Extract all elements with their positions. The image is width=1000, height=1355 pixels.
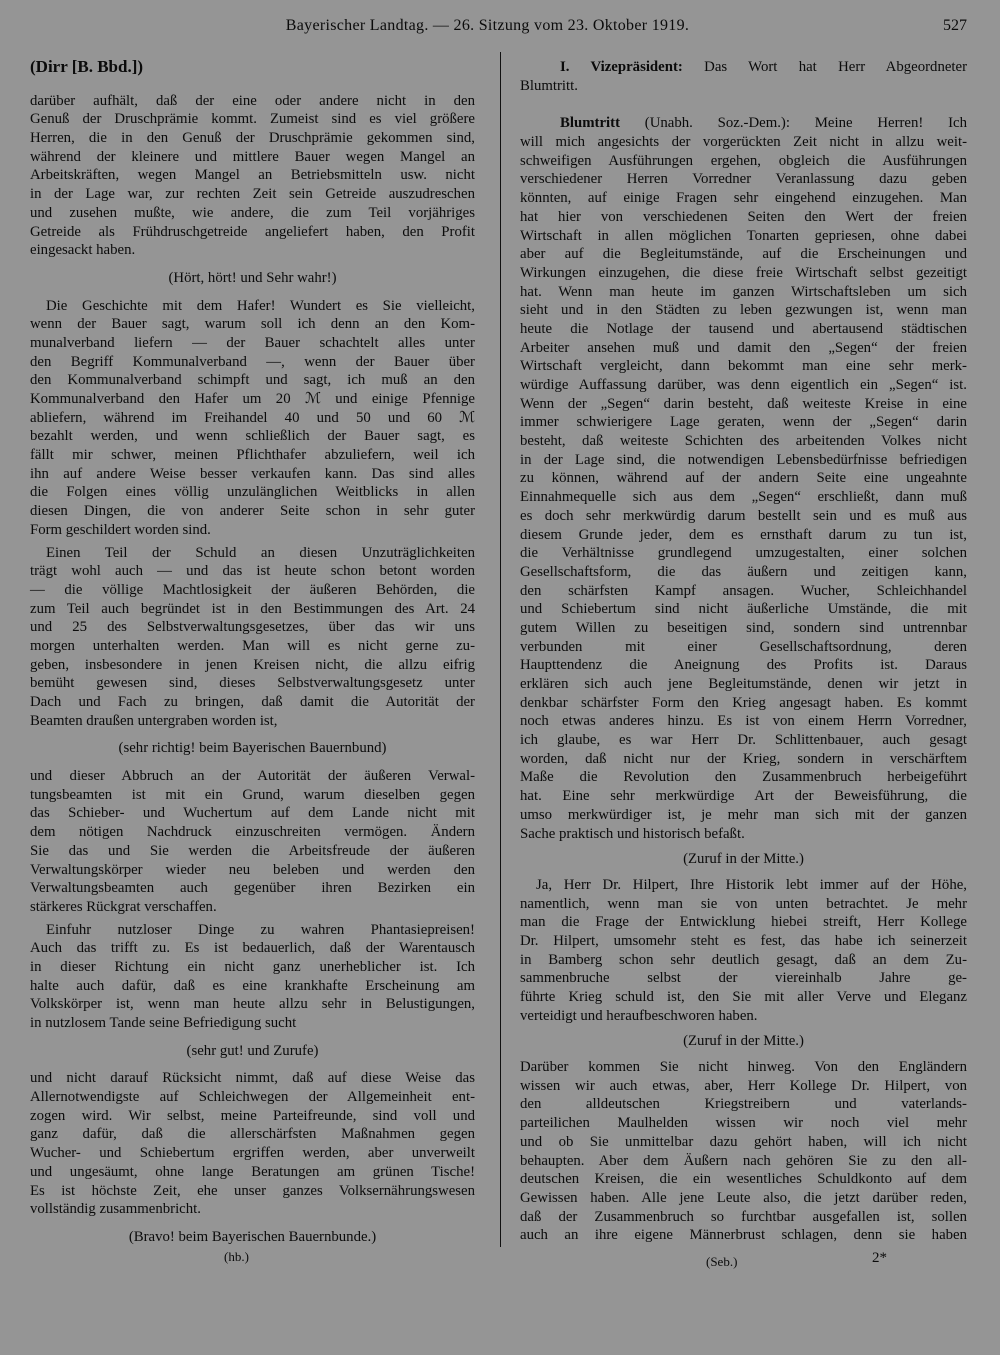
text-line: fällt mir schwer, meinen Pflichthafer abzuliefern, weil ich	[30, 447, 475, 464]
text-line: hat hier von verschiedenen Seiten den Wert der freien	[520, 208, 967, 225]
text-line: behaupten. Aber dem Äußern nach gehören Sie zu den all-	[520, 1152, 967, 1169]
text-line: darüber aufhält, daß der eine oder andere nicht in den	[30, 92, 475, 109]
text-line: und Schiebertum sind nicht äußerliche Umstände, die mit	[520, 601, 967, 618]
text-line: namentlich, wenn man sie von unten betrachtet. Je mehr	[520, 895, 967, 912]
interjection: (sehr richtig! beim Bayerischen Bauernbund)	[118, 740, 387, 757]
text-line: und dieser Abbruch an der Autorität der äußeren Verwal-	[30, 768, 475, 785]
text-line: Wirtschaft vergleicht, dann bekommt man eine sehr merk-	[520, 358, 967, 375]
text-line: sieht und in den Städten zu leben gezwungen ist, wenn man	[520, 302, 967, 319]
speaker-heading: (Dirr [B. Bbd.])	[30, 57, 144, 76]
text-line: ich glaube, es war Herr Dr. Schlittenbauer, auch gesagt	[520, 732, 967, 749]
interjection: (sehr gut! und Zurufe)	[186, 1042, 319, 1059]
text-line: Kommunalverband den Hafer um 20 ℳ und einige Pfennige	[30, 391, 475, 408]
text-line: könnten, auf einige Fragen sehr eingehend einzugehen. Man	[520, 190, 967, 207]
text-line: aber auf die Begleitumstände, auf die Erscheinungen und	[520, 246, 967, 263]
footer-mark-right: (Seb.)	[706, 1254, 738, 1269]
text-line: Darüber kommen Sie nicht hinweg. Von den Engländern	[520, 1059, 967, 1076]
text-line: Die Geschichte mit dem Hafer! Wundert es Sie vielleicht,	[46, 297, 475, 314]
text-line: in Bamberg schon sehr deutlich gesagt, daß an dem Zu-	[520, 951, 967, 968]
text-line: in nutzlosem Tande seine Befriedigung sucht	[30, 1015, 297, 1032]
text-line: verteidigt und heraufbeschworen haben.	[520, 1007, 758, 1024]
text-line: den Begriff Kommunalverband —, wenn der Bauer über	[30, 353, 475, 370]
page-number: 527	[943, 17, 967, 34]
text-line: Einfuhr nutzloser Dinge zu wahren Phantasiepreisen!	[46, 921, 475, 938]
text-line: und ob Sie unmittelbar dazu gehört haben, will ich nicht	[520, 1133, 967, 1150]
text-line: diesen Dingen, die von anderer Seite schon in sehr guter	[30, 503, 475, 520]
text-span: (Unabh. Soz.-Dem.): Meine Herren! Ich	[644, 115, 967, 132]
text-line: eingesackt haben.	[30, 242, 136, 259]
footer-mark-left: (hb.)	[224, 1249, 249, 1264]
text-line: gutem Willen zu beseitigen sind, sondern sind untrennbar	[520, 619, 967, 636]
text-line: den Kommunalverband schimpft und sagt, ich muß an den	[30, 372, 475, 389]
text-line: wenn der Bauer sagt, warum soll ich denn an den Kom-	[30, 316, 475, 333]
text-line: hat. Wenn man heute im ganzen Wirtschaftsleben um sich	[520, 283, 967, 300]
text-line: Haupttendenz die Aneignung des Profits ist. Daraus	[520, 657, 967, 674]
text-line: und 25 des Selbstverwaltungsgesetzes, über das wir uns	[30, 619, 475, 636]
text-line: ganz dafür, daß die allerschärfsten Maßnahmen gegen	[30, 1126, 475, 1143]
text-line: würdige Auffassung darüber, was denn eigentlich ein „Segen“ ist.	[520, 377, 967, 393]
text-line: während der kleinere und mittlere Bauer wegen Mangel an	[30, 148, 475, 165]
text-line: dem nötigen Nachdruck einzuschreiten vermögen. Ändern	[30, 824, 475, 841]
text-line: wissen wir auch etwas, aber, Herr Kollege Dr. Hilpert, von	[520, 1077, 967, 1094]
paragraph	[520, 58, 967, 95]
text-line: Volkskörper ist, wenn man heute allzu sehr in Belustigungen,	[30, 996, 475, 1013]
text-line: verbunden mit einer Gesellschaftsordnung, deren	[520, 638, 967, 655]
text-line: Herren, die in den Genuß der Druschprämie gekommen sind,	[30, 130, 475, 147]
text-line: geben, insbesondere in jenen Kreisen nicht, die allzu eifrig	[30, 656, 475, 673]
text-line: denkbar schärfster Form den Krieg angesagt haben. Es kommt	[520, 694, 967, 711]
paragraph	[30, 297, 475, 540]
text-line: Form geschildert worden sind.	[30, 521, 211, 538]
text-line: zum Teil auch begründet ist in den Bestimmungen des Art. 24	[30, 600, 475, 617]
running-title: Bayerischer Landtag. — 26. Sitzung vom 23. Oktober 1919.	[285, 17, 690, 34]
text-line: bemüht gewesen sind, dieses Selbstverwaltungsgesetz unter	[30, 675, 475, 692]
text-line: Wirtschaft in allen möglichen Tonarten gepriesen, ohne dabei	[520, 227, 967, 244]
paragraph	[30, 92, 475, 260]
interjection: (Hört, hört! und Sehr wahr!)	[168, 269, 337, 286]
text-span: Das Wort hat Herr Abgeordneter	[704, 59, 968, 75]
text-line: Einen Teil der Schuld an diesen Unzuträglichkeiten	[46, 544, 475, 561]
text-line: Getreide als Frühdruschgetreide angeliefert haben, den Profit	[30, 223, 475, 240]
column-divider	[500, 52, 501, 1247]
text-line: auch an ihre eigene Männerbrust schlagen, denn sie haben	[520, 1227, 967, 1244]
text-line: bezahlt werden, und wenn schließlich der Bauer sagt, es	[30, 428, 475, 445]
text-line: Gesellschaftsform, die das äußern und zeitigen kann,	[520, 563, 967, 580]
text-line: Wenn der „Segen“ darin besteht, daß weiteste Kreise in eine	[520, 395, 967, 412]
interjection: (Zuruf in der Mitte.)	[683, 1033, 804, 1050]
text-line: hat. Eine sehr merkwürdige Art der Beweisführung, die	[520, 788, 967, 805]
text-line: Sache praktisch und historisch befaßt.	[520, 825, 745, 842]
text-line: das Schieber- und Wuchertum auf dem Lande nicht mit	[30, 805, 475, 822]
paragraph	[30, 1069, 475, 1219]
text-line: Es ist höchste Zeit, ehe unser ganzes Volksernährungswesen	[30, 1182, 475, 1199]
text-line: in dieser Richtung ein nicht ganz unerheblicher ist. Ich	[30, 958, 475, 975]
text-line: Blumtritt.	[520, 77, 578, 94]
sheet-signature: 2*	[872, 1250, 887, 1266]
text-line: führte Krieg schuld ist, den Sie mit aller Verve und Eleganz	[520, 989, 967, 1005]
text-line	[520, 114, 967, 133]
text-line: Beamten draußen untergraben worden ist,	[30, 712, 278, 729]
paragraph	[520, 114, 967, 843]
text-line: in der Lage sind, die notwendigen Lebensbedürfnisse befriedigen	[520, 451, 967, 468]
text-line: will mich angesichts der vorgerückten Zeit nicht in allzu weit-	[520, 134, 967, 151]
text-line: und nicht darauf Rücksicht nimmt, daß auf diese Weise das	[30, 1070, 475, 1087]
text-line: daß der Zusammenbruch so furchtbar ausgefallen ist, sollen	[520, 1208, 967, 1225]
text-line: Ja, Herr Dr. Hilpert, Ihre Historik lebt immer auf der Höhe,	[536, 876, 967, 893]
text-line	[520, 58, 967, 77]
interjection: (Bravo! beim Bayerischen Bauernbunde.)	[128, 1228, 377, 1245]
paragraph	[520, 876, 967, 1026]
text-line: die Verhältnisse grundlegend umzugestalten, einer solchen	[520, 545, 967, 562]
text-line: und ungesäumt, ohne lange Beratungen am grünen Tische!	[30, 1163, 475, 1180]
text-line: abliefern, während im Freihandel 40 und 50 und 60 ℳ	[30, 409, 475, 426]
text-line: schweifigen Ausführungen ergehen, obgleich die Ausführungen	[520, 152, 967, 169]
text-line: Arbeiter ansehen muß und damit den „Segen“ der freien	[520, 339, 967, 356]
left-column	[30, 58, 475, 1256]
speaker-name: Blumtritt	[560, 115, 620, 132]
text-line: zu können, während auf der andern Seite eine ungeahnte	[520, 470, 967, 487]
interjection: (Zuruf in der Mitte.)	[683, 851, 804, 868]
paragraph	[30, 544, 475, 731]
text-line: Auch das trifft zu. Es ist bedauerlich, daß der Warentausch	[30, 940, 475, 957]
text-line: Allernotwendigste auf Schleichwegen der Allgemeinheit ent-	[30, 1089, 475, 1106]
speaker-name: I. Vizepräsident:	[560, 59, 683, 75]
text-line: verschiedener Herren Vorredner Veranlassung dazu geben	[520, 171, 967, 188]
text-line: immer schwierigere Lage geraten, wenn der „Segen“ darin	[520, 414, 967, 431]
text-line: Gewissen haben. Alle jene Leute also, die jetzt darüber reden,	[520, 1189, 967, 1206]
text-line: in der Lage war, zur rechten Zeit sein Getreide auszudreschen	[30, 186, 475, 203]
paragraph	[30, 767, 475, 917]
text-line: umso merkwürdiger ist, je mehr man sich mit der ganzen	[520, 806, 967, 823]
text-line: trägt wohl auch — und das ist heute schon betont worden	[30, 563, 475, 580]
text-line: es doch sehr merkwürdig darum bestellt sein und es muß aus	[520, 507, 967, 524]
text-line: Verwaltungskörper wieder neu beleben und werden den	[30, 861, 475, 878]
text-line: zogen wird. Wir selbst, meine Parteifreunde, sind voll und	[30, 1107, 475, 1124]
text-line: — die völlige Machtlosigkeit der äußeren Behörden, die	[30, 581, 475, 598]
text-line: morgen unterhalten werden. Man will es nicht gerne zu-	[30, 637, 475, 654]
text-line: ihn auf andere Weise besser verkaufen kann. Das sind alles	[30, 465, 475, 482]
text-line: besteht, daß weiteste Schichten des arbeitenden Volkes nicht	[520, 433, 967, 450]
text-line: noch etwas anderes hinzu. Es ist von einem Herrn Vorredner,	[520, 713, 967, 730]
text-line: parteilichen Maulhelden wissen wir noch viel mehr	[520, 1115, 967, 1132]
text-line: die Folgen eines völlig unzulänglichen Weitblicks in allen	[30, 484, 475, 501]
text-line: Sie das und Sie werden die Arbeitsfreude der äußeren	[30, 842, 475, 859]
text-line: erklären sich auch jene Begleitumstände, denen wir jetzt in	[520, 676, 967, 692]
text-line: Verwaltungsbeamten auch gegenüber ihren Bezirken ein	[30, 880, 475, 897]
text-line: deutschen Kreisen, die ein wesentliches Schuldkonto auf dem	[520, 1171, 967, 1188]
text-line: Einnahmequelle sich aus dem „Segen“ erschließt, dann muß	[520, 489, 967, 506]
text-line: Arbeitskräften, wegen Mangel an Betriebsmitteln usw. nicht	[30, 167, 475, 184]
text-line: vollständig zusammenbricht.	[30, 1201, 201, 1218]
text-line: den schärfsten Kampf ansagen. Wucher, Schleichhandel	[520, 582, 967, 599]
paragraph	[30, 921, 475, 1033]
text-line: worden, daß nicht nur der Krieg, sondern in verschärftem	[520, 750, 967, 767]
right-column	[520, 58, 967, 1245]
text-line: sammenbruche selbst der viereinhalb Jahre ge-	[520, 970, 967, 987]
text-line: man die Frage der Entwicklung hiebei streift, Herr Kollege	[520, 914, 967, 931]
text-line: Dach und Fach zu bringen, daß damit die Autorität der	[30, 694, 475, 711]
text-line: stärkeres Rückgrat verschaffen.	[30, 898, 217, 915]
text-line: den alldeutschen Kriegstreibern und vaterlands-	[520, 1096, 967, 1113]
text-line: Wirkungen einzugehen, die diese freie Wirtschaft selbst gezeitigt	[520, 264, 967, 281]
text-line: Wucher- und Schiebertum ergriffen werden, aber unverweilt	[30, 1145, 475, 1162]
text-line: heute die Notlage der tausend und abertausend städtischen	[520, 320, 967, 337]
text-line: Maße die Revolution den Zusammenbruch herbeigeführt	[520, 769, 967, 786]
paragraph	[520, 1058, 967, 1245]
text-line: Genuß der Druschprämie kommt. Zumeist sind es viel größere	[30, 111, 475, 128]
text-line: Dr. Hilpert, umsomehr steht es fest, das habe ich seinerzeit	[520, 932, 967, 949]
text-line: halte auch dafür, daß es eine krankhafte Erscheinung am	[30, 977, 475, 994]
text-line: diesem Grunde jeder, dem es ernsthaft darum zu tun ist,	[520, 526, 967, 543]
text-line: tungsbeamten ist mit ein Grund, warum dieselben gegen	[30, 786, 475, 803]
text-line: und zusehen mußte, wie andere, die zum Teil vorjähriges	[30, 204, 475, 221]
text-line: munalverband liefern — der Bauer schachtelt alles unter	[30, 334, 475, 351]
